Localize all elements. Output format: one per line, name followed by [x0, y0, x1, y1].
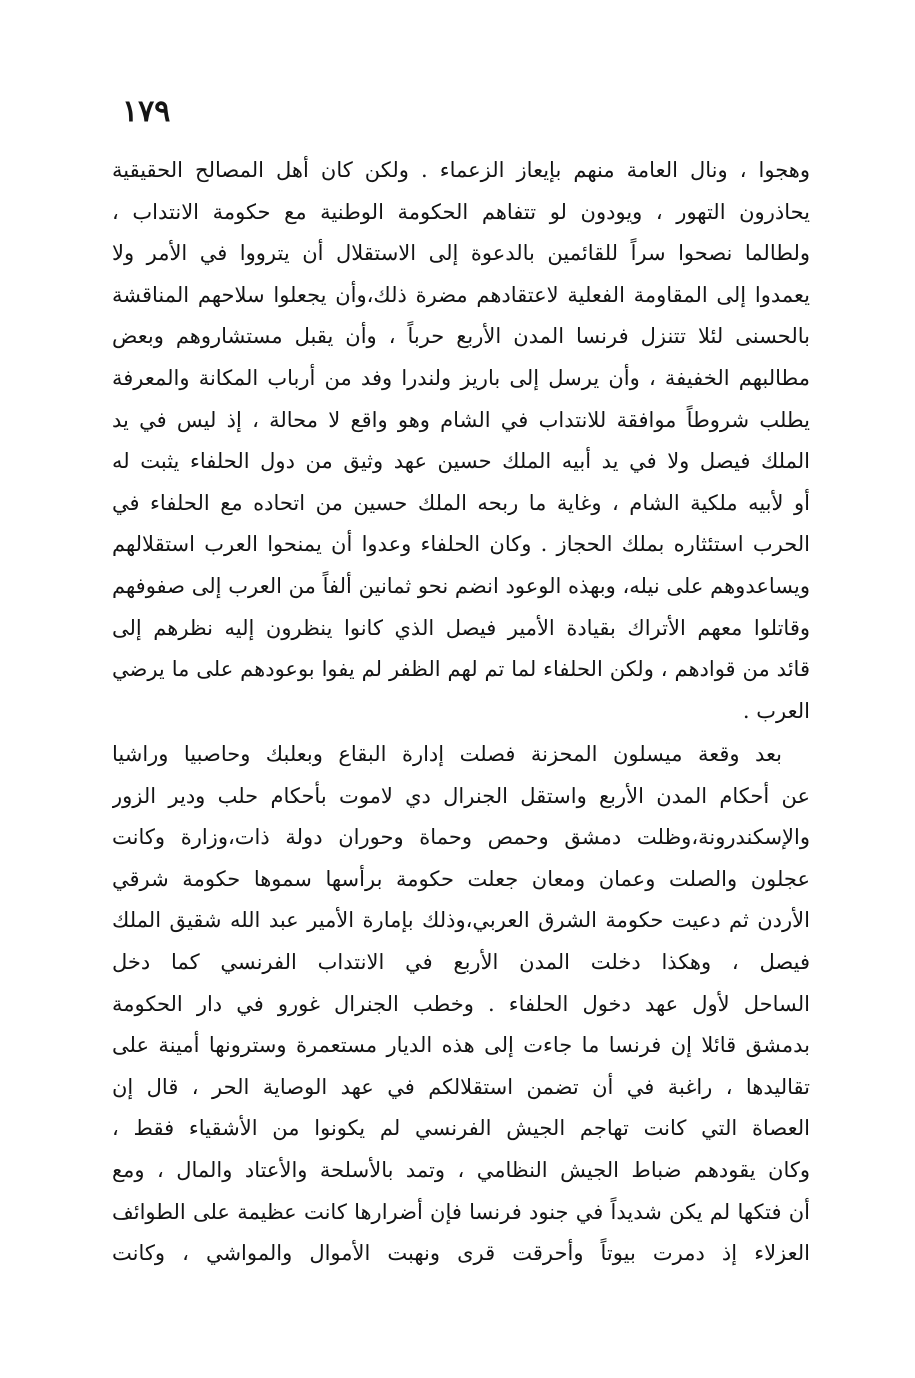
text-line: الأردن ثم دعيت حكومة الشرق العربي،وذلك بإمارة الأمير عبد الله شقيق الملك	[112, 908, 810, 933]
text-line: الحرب استئثاره بملك الحجاز . وكان الحلفاء وعدوا أن يمنحوا العرب استقلالهم	[112, 532, 810, 557]
text-line: تقاليدها ، راغبة في أن تضمن استقلالكم في عهد الوصاية الحر ، قال إن	[112, 1074, 810, 1099]
text-line: أن فتكها لم يكن شديداً في جنود فرنسا فإن أضرارها كانت عظيمة على الطوائف	[112, 1199, 810, 1224]
text-line: الساحل لأول عهد دخول الحلفاء . وخطب الجنرال غورو في دار الحكومة	[112, 991, 810, 1016]
text-line: فيصل ، وهكذا دخلت المدن الأربع في الانتداب الفرنسي كما دخل	[112, 949, 810, 974]
text-line: بعد وقعة ميسلون المحزنة فصلت إدارة البقاع وبعلبك وحاصبيا وراشيا	[112, 742, 782, 766]
text-line: مطالبهم الخفيفة ، وأن يرسل إلى باريز ولندرا وفد من أرباب المكانة والمعرفة	[112, 365, 810, 390]
paragraph-2	[112, 734, 810, 1275]
page-number: ١٧٩	[122, 94, 171, 129]
text-line: بدمشق قائلا إن فرنسا ما جاءت إلى هذه الديار مستعمرة وسترونها أمينة على	[112, 1033, 810, 1058]
text-line: أو لأبيه ملكية الشام ، وغاية ما ربحه الملك حسين من اتحاده مع الحلفاء في	[112, 490, 810, 515]
text-line: وكان يقودهم ضباط الجيش النظامي ، وتمد بالأسلحة والأعتاد والمال ، ومع	[112, 1157, 810, 1182]
text-line: العرب .	[742, 698, 810, 723]
text-line: قائد من قوادهم ، ولكن الحلفاء لما تم لهم الظفر لم يفوا بوعودهم على ما يرضي	[112, 657, 810, 682]
text-line: العصاة التي كانت تهاجم الجيش الفرنسي لم يكونوا من الأشقياء فقط ،	[112, 1116, 810, 1141]
text-line: ويساعدوهم على نيله، وبهذه الوعود انضم نحو ثمانين ألفاً من العرب إلى صفوفهم	[112, 573, 810, 598]
text-line: ولطالما نصحوا سراً للقائمين بالدعوة إلى الاستقلال أن يترووا في الأمر ولا	[112, 241, 810, 266]
text-line: العزلاء إذ دمرت بيوتاً وأحرقت قرى ونهبت الأموال والمواشي ، وكانت	[112, 1241, 810, 1266]
text-line: عن أحكام المدن الأربع واستقل الجنرال دي لاموت بأحكام حلب ودير الزور	[112, 783, 810, 808]
text-line: وهجوا ، ونال العامة منهم بإيعاز الزعماء . ولكن كان أهل المصالح الحقيقية	[112, 158, 810, 182]
text-line: يعمدوا إلى المقاومة الفعلية لاعتقادهم مضرة ذلك،وأن يجعلوا سلاحهم المناقشة	[112, 282, 810, 307]
text-line: عجلون والصلت وعمان ومعان جعلت حكومة برأسها سموها حكومة شرقي	[112, 866, 810, 891]
text-line: بالحسنى لئلا تتنزل فرنسا المدن الأربع حرباً ، وأن يقبل مستشاروهم وبعض	[112, 324, 810, 349]
text-line: يطلب شروطاً موافقة للانتداب في الشام وهو واقع لا محالة ، إذ ليس في يد	[112, 407, 810, 432]
text-line: وقاتلوا معهم الأتراك بقيادة الأمير فيصل الذي كانوا ينظرون إليه نظرهم إلى	[112, 615, 810, 640]
text-line: والإسكندرونة،وظلت دمشق وحمص وحماة وحوران دولة ذات،وزارة وكانت	[112, 825, 810, 850]
text-line: يحاذرون التهور ، ويودون لو تتفاهم الحكومة الوطنية مع حكومة الانتداب ،	[112, 199, 810, 224]
text-line: الملك فيصل ولا في يد أبيه الملك حسين عهد وثيق من دول الحلفاء يثبت له	[112, 449, 810, 474]
paragraph-1	[112, 150, 810, 732]
